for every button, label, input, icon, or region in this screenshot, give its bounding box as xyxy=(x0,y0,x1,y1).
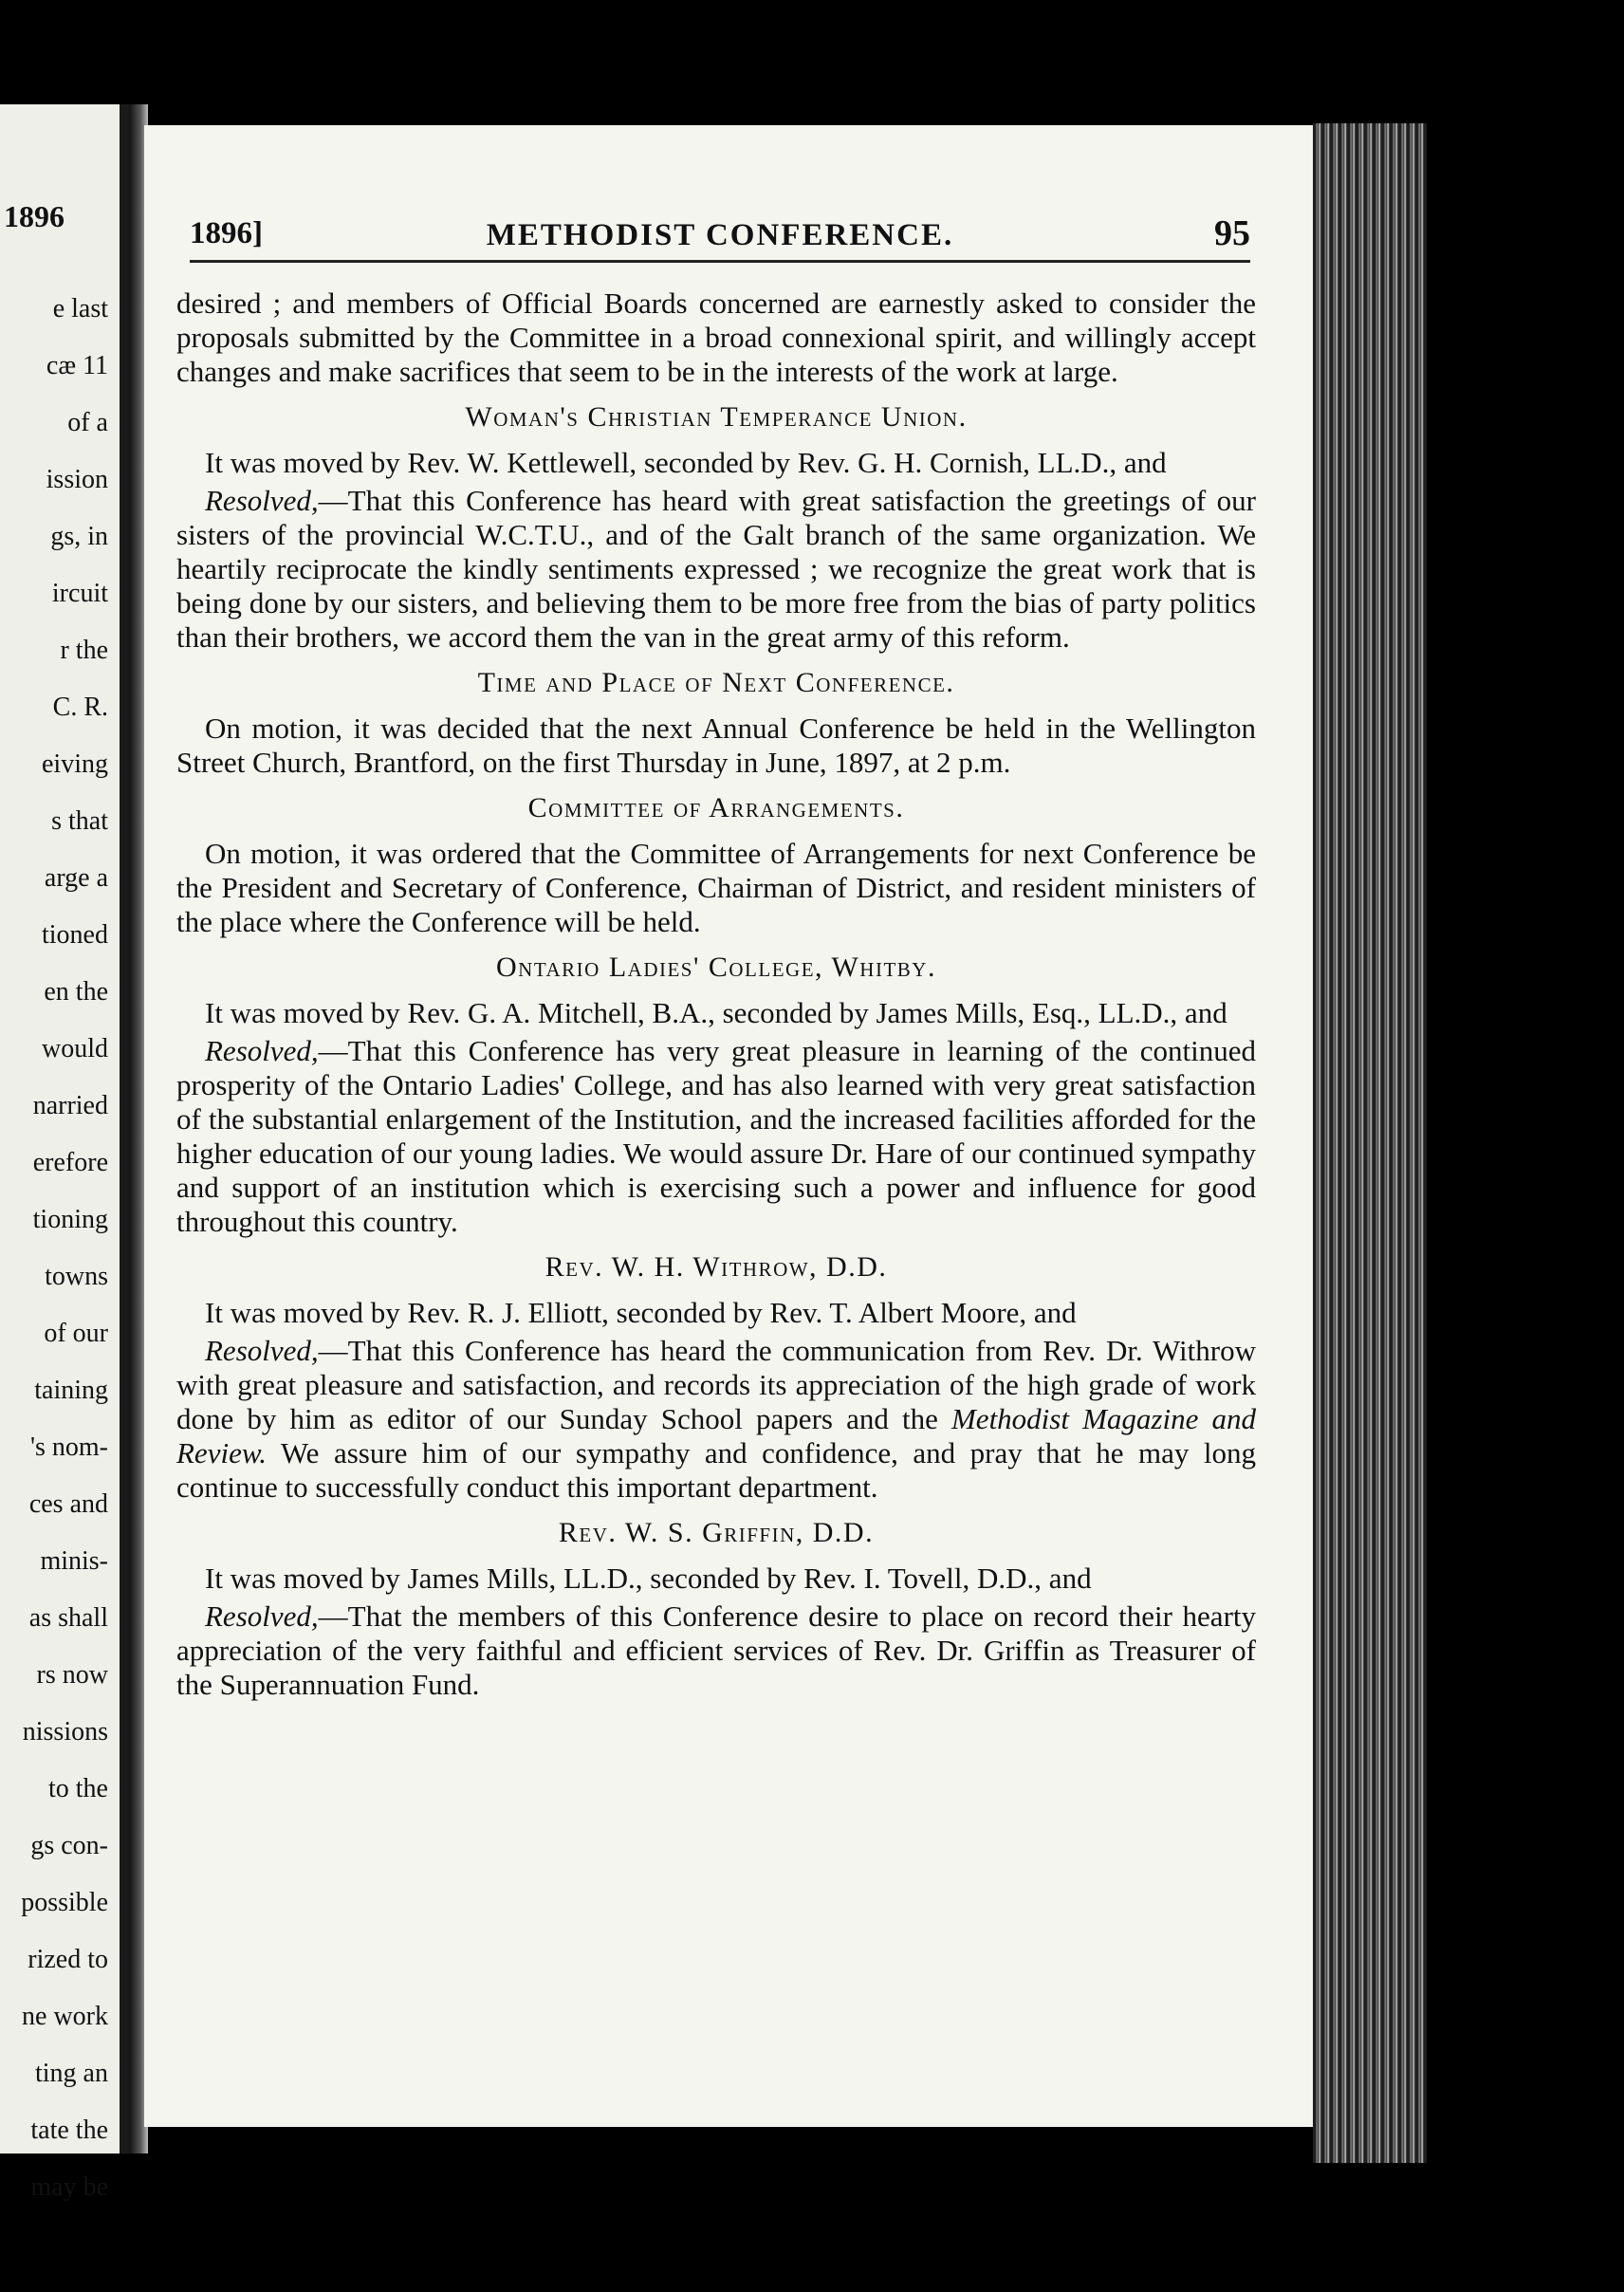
left-facing-page xyxy=(0,104,129,2202)
section-heading-wctu: Woman's Christian Temperance Union. xyxy=(465,401,968,433)
left-page-fragment: rs now xyxy=(36,1660,108,1690)
left-page-fragment: of our xyxy=(44,1319,108,1348)
section-heading-ladies-college: Ontario Ladies' College, Whitby. xyxy=(496,952,936,983)
section-heading-next-conference: Time and Place of Next Conference. xyxy=(477,667,955,698)
left-page-fragment: e last xyxy=(52,294,108,323)
resolution-text: —That the members of this Conference desire to place on record their hearty appreciation of the very faithful and efficient services of Rev. Dr. Griffin as Treasurer of the Superannuation Fund. xyxy=(176,1599,1256,1701)
resolution-text: —That this Conference has very great pleasure in learning of the continued prosperity of the Ontario Ladies' College, and has also learned with very great satisfaction of the substantial enlargement of the Institution, and the increased facilities afforded for the higher education of our young ladies. We would assure Dr. Hare of our continued sympathy and support of an institution which is exercising such a power and influence for good throughout this country. xyxy=(176,1034,1256,1238)
resolved-label: Resolved, xyxy=(205,1599,319,1633)
resolution-paragraph xyxy=(176,1034,1256,1239)
left-page-fragment: possible xyxy=(21,1888,108,1917)
left-page-fragment: taining xyxy=(34,1376,108,1405)
left-page-fragment: towns xyxy=(45,1262,108,1291)
running-title: METHODIST CONFERENCE. xyxy=(486,218,954,252)
left-page-fragment: ne work xyxy=(22,2002,108,2031)
motion-paragraph: It was moved by James Mills, LL.D., seconded by Rev. I. Tovell, D.D., and xyxy=(205,1562,1092,1595)
left-page-fragment: may be xyxy=(30,2172,108,2202)
resolution-text: —That this Conference has heard the communication from Rev. Dr. Withrow with great pleasure and satisfaction, and records its appreciation of the high grade of work done by him as editor of our Sunday School papers and the xyxy=(176,1334,1256,1435)
resolved-label: Resolved, xyxy=(205,484,319,517)
page-edges xyxy=(1313,123,1427,2163)
motion-paragraph: It was moved by Rev. W. Kettlewell, seconded by Rev. G. H. Cornish, LL.D., and xyxy=(205,446,1167,479)
left-page-fragment: eiving xyxy=(42,749,108,779)
left-page-fragment: tioning xyxy=(32,1205,108,1234)
section-heading-committee: Committee of Arrangements. xyxy=(527,792,905,823)
intro-paragraph: desired ; and members of Official Boards concerned are earnestly asked to consider the proposals submitted by the Committee in a broad connexional spirit, and willingly accept changes and make sacrifices that seem to be in the interests of the work at large. xyxy=(176,286,1256,388)
section-heading-griffin: Rev. W. S. Griffin, D.D. xyxy=(558,1517,875,1548)
section-heading-withrow: Rev. W. H. Withrow, D.D. xyxy=(544,1251,888,1283)
motion-paragraph: On motion, it was ordered that the Committee of Arrangements for next Conference be the President and Secretary of Conference, Chairman of District, and resident ministers of the place where the Conference will be held. xyxy=(176,837,1256,938)
left-page-fragment: C. R. xyxy=(52,693,108,722)
left-page-fragment: s that xyxy=(51,806,108,836)
left-page-fragment: of a xyxy=(67,408,108,437)
left-page-fragment: cæ 11 xyxy=(46,351,108,380)
left-page-fragment: ircuit xyxy=(51,579,108,608)
main-page xyxy=(144,125,1317,2127)
resolved-label: Resolved, xyxy=(205,1034,319,1067)
magazine-title: Methodist Magazine and Review. xyxy=(176,1402,1256,1469)
left-page-fragment: en the xyxy=(44,977,108,1007)
running-header xyxy=(190,211,1250,263)
page-content xyxy=(176,286,1256,1706)
resolution-paragraph xyxy=(176,1334,1256,1505)
left-page-fragment: minis- xyxy=(40,1546,108,1576)
left-page-fragment: ces and xyxy=(28,1489,108,1519)
left-page-fragment: nissions xyxy=(22,1717,108,1747)
left-page-header: 1896 xyxy=(4,199,65,233)
left-page-fragment: erefore xyxy=(32,1148,108,1177)
left-page-fragment: tate the xyxy=(30,2116,108,2145)
left-page-fragment: gs con- xyxy=(30,1831,108,1860)
resolved-label: Resolved, xyxy=(205,1334,319,1367)
left-page-fragment: ting an xyxy=(35,2059,108,2088)
left-page-fragment: rized to xyxy=(28,1945,108,1974)
resolution-paragraph xyxy=(176,1599,1256,1702)
resolution-paragraph xyxy=(176,484,1256,655)
resolution-text: We assure him of our sympathy and confidence, and pray that he may long continue to successfully conduct this important department. xyxy=(176,1436,1256,1504)
left-page-fragment: as shall xyxy=(28,1603,108,1633)
left-page-fragment: gs, in xyxy=(50,522,108,551)
left-page-fragment: arge a xyxy=(44,863,108,893)
motion-paragraph: It was moved by Rev. G. A. Mitchell, B.A., seconded by James Mills, Esq., LL.D., and xyxy=(205,996,1227,1029)
resolution-text: —That this Conference has heard with great satisfaction the greetings of our sisters of the provincial W.C.T.U., and of the Galt branch of the same organization. We heartily reciprocate the kindly sentiments expressed ; we recognize the great work that is being done by our sisters, and believing them to be more free from the bias of party politics than their brothers, we accord them the van in the great army of this reform. xyxy=(176,484,1256,654)
left-page-fragment: narried xyxy=(32,1091,108,1120)
left-page-fragment: r the xyxy=(60,636,108,665)
left-page-fragment: ission xyxy=(46,465,108,494)
left-page-fragment: tioned xyxy=(42,920,108,950)
left-page-fragment: 's nom- xyxy=(29,1432,108,1462)
page-number: 95 xyxy=(1214,213,1250,253)
motion-paragraph: On motion, it was decided that the next Annual Conference be held in the Wellington Street Church, Brantford, on the first Thursday in June, 1897, at 2 p.m. xyxy=(176,712,1256,779)
motion-paragraph: It was moved by Rev. R. J. Elliott, seconded by Rev. T. Albert Moore, and xyxy=(205,1296,1077,1329)
header-year: 1896] xyxy=(190,216,263,250)
left-page-fragment: to the xyxy=(48,1774,108,1803)
left-page-fragment: would xyxy=(42,1034,108,1063)
